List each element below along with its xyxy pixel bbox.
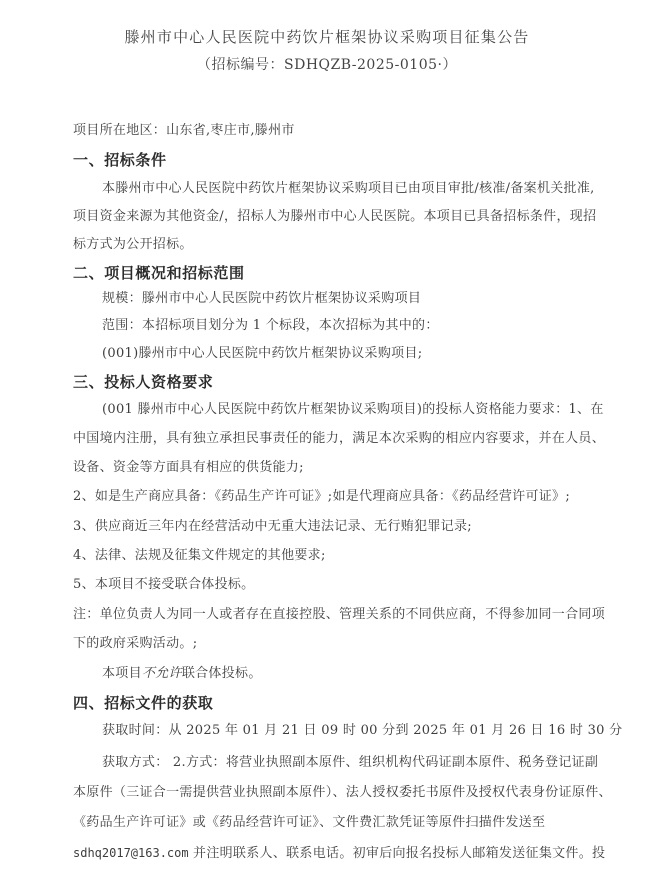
section-2-line: (001)滕州市中心人民医院中药饮片框架协议采购项目; (102, 346, 423, 361)
section-2-line: 规模：滕州市中心人民医院中药饮片框架协议采购项目 (102, 291, 422, 306)
section-2-line: 范围：本招标项目划分为 1 个标段，本次招标为其中的： (102, 318, 439, 333)
section-3-line: 中国境内注册，具有独立承担民事责任的能力，满足本次采购的相应内容要求，并在人员、 (73, 431, 606, 446)
consortium-suffix: 联合体投标。 (181, 666, 262, 681)
section-3-line: 设备、资金等方面具有相应的供货能力; (73, 460, 304, 475)
document-title: 滕州市中心人民医院中药饮片框架协议采购项目征集公告 (124, 28, 530, 46)
section-3-heading: 三、投标人资格要求 (73, 373, 214, 391)
section-1-heading: 一、招标条件 (73, 151, 167, 169)
contact-email: sdhq2017@163.com (73, 846, 189, 860)
section-2-heading: 二、项目概况和招标范围 (73, 264, 245, 282)
section-1-line: 本滕州市中心人民医院中药饮片框架协议采购项目已由项目审批/核准/备案机关批准, (102, 181, 595, 196)
section-3-line: (001 滕州市中心人民医院中药饮片框架协议采购项目)的投标人资格能力要求：1、在 (102, 402, 604, 417)
acquisition-method-line: 获取方式： 2.方式：将营业执照副本原件、组织机构代码证副本原件、税务登记证副 (102, 755, 599, 770)
acquisition-time: 获取时间：从 2025 年 01 月 21 日 09 时 00 分到 2025 年 01 月 26 日 16 时 30 分 (102, 723, 623, 738)
consortium-prefix: 本项目 (102, 666, 142, 681)
acquisition-method-line: 《药品生产许可证》或《药品经营许可证》、文件费汇款凭证等原件扫描件发送至 (73, 815, 546, 830)
project-region: 项目所在地区：山东省,枣庄市,滕州市 (73, 123, 295, 138)
acquisition-email-line (73, 845, 605, 862)
email-line-suffix: 并注明联系人、联系电话。初审后向报名投标人邮箱发送征集文件。投 (188, 846, 606, 861)
section-4-heading: 四、招标文件的获取 (73, 694, 214, 712)
section-1-line: 项目资金来源为其他资金/，招标人为滕州市中心人民医院。本项目已具备招标条件，现招 (73, 209, 597, 224)
section-3-note-line: 下的政府采购活动。; (73, 636, 198, 651)
consortium-statement (102, 666, 262, 682)
section-3-line: 2、如是生产商应具备：《药品生产许可证》;如是代理商应具备：《药品经营许可证》; (73, 489, 571, 504)
acquisition-method-line: 本原件（三证合一需提供营业执照副本原件）、法人授权委托书原件及授权代表身份证原件、 (73, 785, 612, 800)
section-3-line: 3、供应商近三年内在经营活动中无重大违法记录、无行贿犯罪记录; (73, 519, 472, 534)
tender-number: （招标编号：SDHQZB-2025-0105·） (197, 57, 457, 73)
section-1-line: 标方式为公开招标。 (73, 237, 193, 252)
consortium-not-allowed: 不允许 (141, 666, 182, 681)
section-3-line: 4、法律、法规及征集文件规定的其他要求; (73, 548, 326, 563)
section-3-line: 5、本项目不接受联合体投标。 (73, 577, 255, 592)
section-3-note-line: 注：单位负责人为同一人或者存在直接控股、管理关系的不同供应商，不得参加同一合同项 (73, 607, 606, 622)
